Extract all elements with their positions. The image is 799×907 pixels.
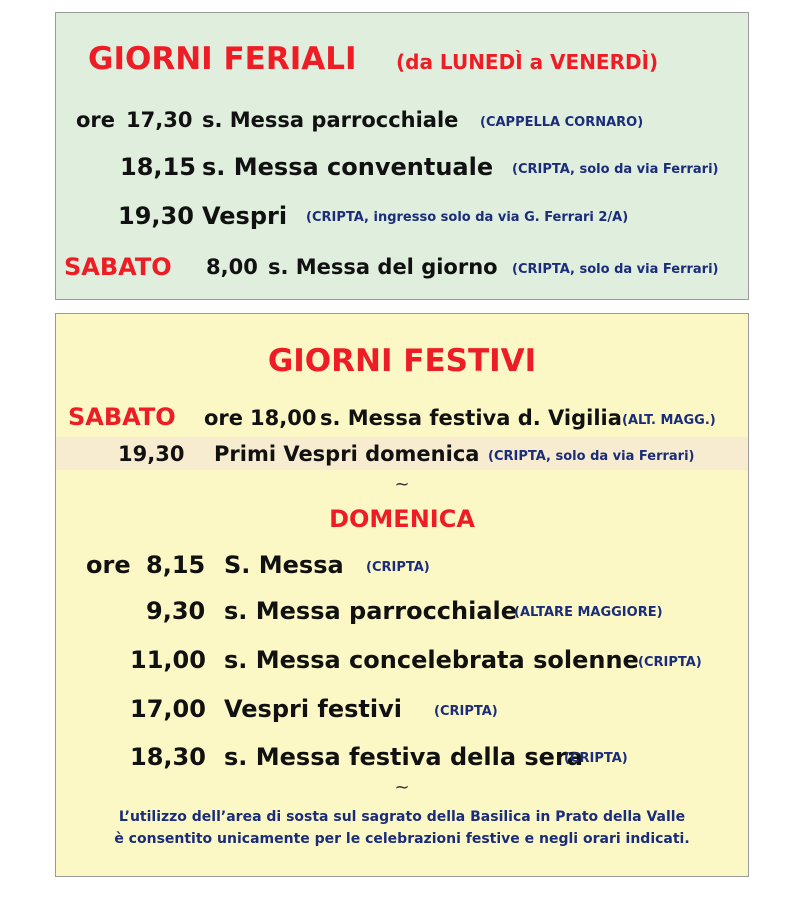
weekday-row-1-prefix: ore <box>76 108 116 132</box>
weekday-title: GIORNI FERIALI <box>88 41 357 77</box>
weekday-subtitle: (da LUNEDÌ a VENERDÌ) <box>396 50 659 74</box>
weekday-row-2-desc: s. Messa conventuale <box>202 153 494 181</box>
sunday-row-5-location: (CRIPTA) <box>564 751 628 766</box>
weekday-row-4-desc: s. Messa del giorno <box>268 255 498 279</box>
weekday-row-4-time: 8,00 <box>206 255 258 279</box>
sunday-row-1-location: (CRIPTA) <box>366 560 430 575</box>
sunday-row-4-location: (CRIPTA) <box>434 704 498 719</box>
divider-swirl-icon-2: ~ <box>394 777 410 798</box>
divider-swirl-icon: ~ <box>394 474 410 495</box>
parking-note-line-2: è consentito unicamente per le celebrazioni festive e negli orari indicati. <box>114 831 690 847</box>
weekday-row-2-location: (CRIPTA, solo da via Ferrari) <box>512 162 719 177</box>
sunday-row-5-desc: s. Messa festiva della sera <box>224 743 583 771</box>
sunday-row-2-desc: s. Messa parrocchiale <box>224 597 518 625</box>
sunday-row-2-location: (ALTARE MAGGIORE) <box>514 605 663 620</box>
first-vespers-time: 19,30 <box>118 442 185 466</box>
first-vespers-desc: Primi Vespri domenica <box>214 442 480 466</box>
weekday-row-1-location: (CAPPELLA CORNARO) <box>480 115 644 130</box>
weekday-row-2-time: 18,15 <box>120 153 196 181</box>
weekday-row-4-location: (CRIPTA, solo da via Ferrari) <box>512 262 719 277</box>
sunday-row-1-prefix: ore <box>86 551 131 579</box>
weekday-row-3-location: (CRIPTA, ingresso solo da via G. Ferrari 2/A) <box>306 210 629 225</box>
vigil-desc: s. Messa festiva d. Vigilia <box>320 406 622 430</box>
sunday-row-4-desc: Vespri festivi <box>224 695 402 723</box>
saturday-holiday-label: SABATO <box>68 403 176 431</box>
sunday-row-1-desc: S. Messa <box>224 551 344 579</box>
sunday-row-2-time: 9,30 <box>146 597 206 625</box>
sunday-row-3-time: 11,00 <box>130 646 206 674</box>
vigil-prefix: ore <box>204 406 244 430</box>
sunday-row-3-desc: s. Messa concelebrata solenne <box>224 646 639 674</box>
weekday-row-3-time: 19,30 <box>118 202 194 230</box>
vigil-location: (ALT. MAGG.) <box>622 413 716 428</box>
sunday-row-5-time: 18,30 <box>130 743 206 771</box>
holiday-title: GIORNI FESTIVI <box>267 343 537 379</box>
weekday-row-1-time: 17,30 <box>126 108 193 132</box>
saturday-weekday-label: SABATO <box>64 253 172 281</box>
sunday-title: DOMENICA <box>329 505 475 533</box>
first-vespers-location: (CRIPTA, solo da via Ferrari) <box>488 449 695 464</box>
sunday-row-1-time: 8,15 <box>146 551 206 579</box>
sunday-row-4-time: 17,00 <box>130 695 206 723</box>
weekday-row-3-desc: Vespri <box>202 202 288 230</box>
weekday-row-1-desc: s. Messa parrocchiale <box>202 108 459 132</box>
vigil-time: 18,00 <box>250 406 317 430</box>
sunday-row-3-location: (CRIPTA) <box>638 655 702 670</box>
parking-note-line-1: L’utilizzo dell’area di sosta sul sagrato della Basilica in Prato della Valle <box>118 809 686 825</box>
